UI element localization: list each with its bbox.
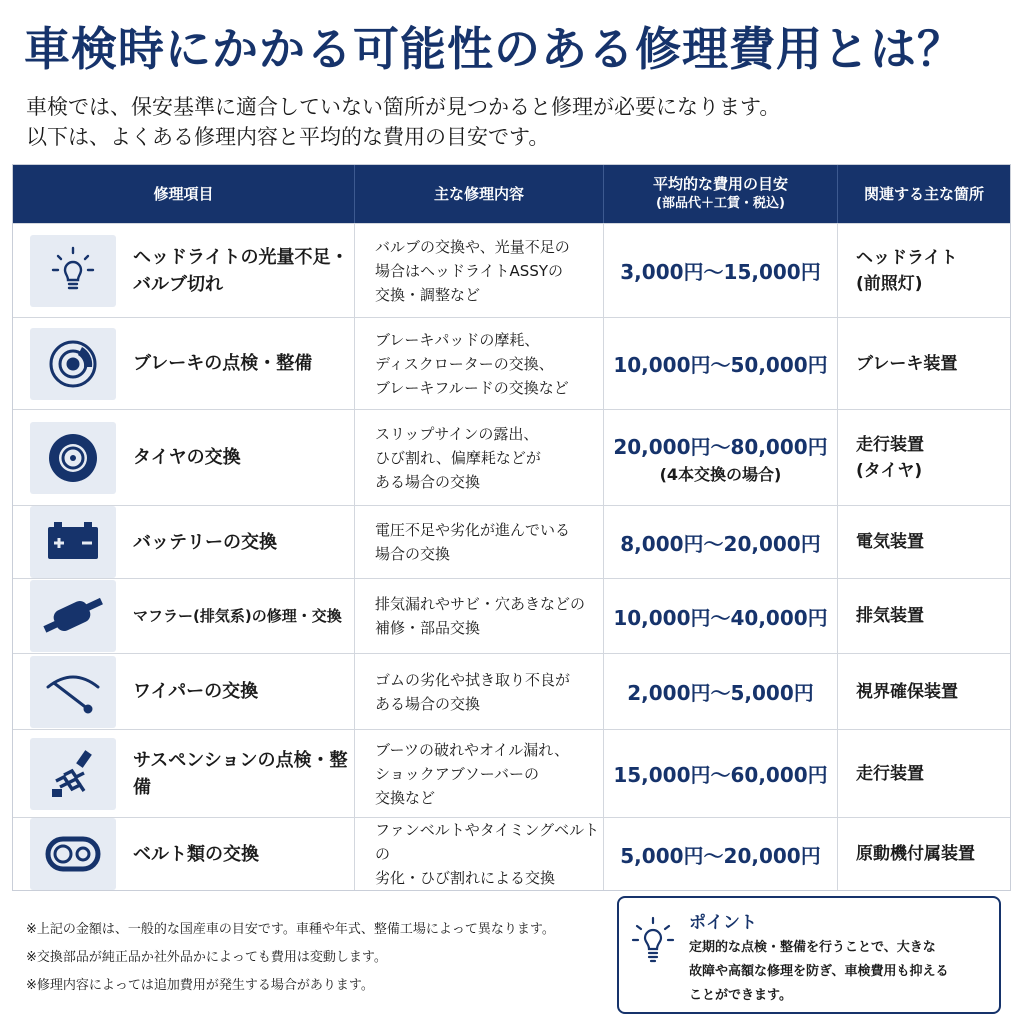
icon-box xyxy=(30,580,116,652)
icon-box xyxy=(30,422,116,494)
repair-item xyxy=(133,318,353,409)
header-area xyxy=(837,165,1010,223)
repair-item-label: ベルト類の交換 xyxy=(133,843,259,865)
repair-content xyxy=(354,730,603,817)
point-box xyxy=(617,896,1001,1014)
cost-range: 3,000円～15,000円 xyxy=(620,260,821,284)
tire-icon xyxy=(42,431,104,485)
table-row xyxy=(13,729,1010,817)
repair-cost xyxy=(603,410,837,505)
cost-note: (4本交換の場合) xyxy=(659,464,782,484)
repair-item xyxy=(133,818,353,890)
related-area-label: 視界確保装置 xyxy=(856,681,958,702)
repair-item-label: サスペンションの点検・整備 xyxy=(133,749,348,798)
cost-range: 15,000円～60,000円 xyxy=(613,763,828,787)
cost-range: 10,000円～40,000円 xyxy=(613,605,828,630)
header-area-label: 関連する主な箇所 xyxy=(863,185,984,203)
lightbulb-icon xyxy=(631,914,675,966)
intro-line-2: 以下は、よくある修理内容と平均的な費用の目安です。 xyxy=(26,125,550,149)
icon-box xyxy=(30,328,116,400)
table-row xyxy=(13,409,1010,505)
repair-item-label: バッテリーの交換 xyxy=(133,531,277,553)
repair-content xyxy=(354,654,603,729)
header-content xyxy=(354,165,603,223)
cost-range: 8,000円～20,000円 xyxy=(620,531,821,556)
page-title: 車検時にかかる可能性のある修理費用とは？ xyxy=(24,22,964,76)
related-area xyxy=(837,654,1010,729)
related-area xyxy=(837,818,1010,890)
table-row xyxy=(13,223,1010,317)
header-cost xyxy=(603,165,837,223)
footnotes xyxy=(26,916,616,1000)
footnote: ※修理内容によっては追加費用が発生する場合があります。 xyxy=(26,978,374,993)
related-area-label: 電気装置 xyxy=(856,532,924,552)
row-icon-cell xyxy=(13,579,133,653)
table-row xyxy=(13,653,1010,729)
repair-content-text: ゴムの劣化や拭き取り不良が ある場合の交換 xyxy=(375,670,571,713)
row-icon-cell xyxy=(13,730,133,817)
related-area xyxy=(837,579,1010,653)
icon-box xyxy=(30,738,116,810)
row-icon-cell xyxy=(13,506,133,578)
repair-cost xyxy=(603,318,837,409)
cost-range: 2,000円～5,000円 xyxy=(627,681,814,705)
repair-item-label: ブレーキの点検・整備 xyxy=(133,353,313,374)
repair-item-label: マフラー(排気系)の修理・交換 xyxy=(133,606,342,625)
icon-box xyxy=(30,506,116,578)
repair-item-label: タイヤの交換 xyxy=(133,447,241,468)
table-row xyxy=(13,578,1010,653)
repair-item-label: ワイパーの交換 xyxy=(133,681,259,702)
intro-line-1: 車検では、保安基準に適合していない箇所が見つかると修理が必要になります。 xyxy=(26,95,781,119)
brake-disc-icon xyxy=(42,337,104,391)
repair-item-label: ヘッドライトの光量不足・ バルブ切れ xyxy=(133,246,349,295)
related-area xyxy=(837,506,1010,578)
repair-content xyxy=(354,818,603,890)
point-text: 定期的な点検・整備を行うことで、大きな 故障や高額な修理を防ぎ、車検費用も抑える ことができます。 xyxy=(689,940,949,1003)
related-area-label: 原動機付属装置 xyxy=(856,844,975,864)
muffler-icon xyxy=(42,589,104,643)
wiper-icon xyxy=(42,665,104,719)
row-icon-cell xyxy=(13,318,133,409)
repair-cost xyxy=(603,224,837,317)
belt-icon xyxy=(42,827,104,881)
row-icon-cell xyxy=(13,410,133,505)
repair-content-text: バルブの交換や、光量不足の 場合はヘッドライトASSYの 交換・調整など xyxy=(375,237,570,304)
header-content-label: 主な修理内容 xyxy=(433,185,524,203)
cost-range: 20,000円～80,000円 xyxy=(613,434,828,459)
repair-content-text: スリップサインの露出、 ひび割れ、偏摩耗などが ある場合の交換 xyxy=(375,424,541,491)
row-icon-cell xyxy=(13,818,133,890)
repair-item xyxy=(133,224,353,317)
intro-text xyxy=(26,92,1006,152)
repair-content xyxy=(354,579,603,653)
related-area xyxy=(837,318,1010,409)
repair-content-text: ブレーキパッドの摩耗、 ディスクローターの交換、 ブレーキフルードの交換など xyxy=(375,330,569,397)
footnote: ※上記の金額は、一般的な国産車の目安です。車種や年式、整備工場によって異なります。 xyxy=(26,922,555,937)
repair-item xyxy=(133,654,353,729)
icon-box xyxy=(30,656,116,728)
repair-item xyxy=(133,579,353,653)
suspension-icon xyxy=(42,747,104,801)
repair-content xyxy=(354,506,603,578)
related-area xyxy=(837,410,1010,505)
footnote: ※交換部品が純正品か社外品かによっても費用は変動します。 xyxy=(26,950,387,965)
battery-icon xyxy=(42,515,104,569)
related-area xyxy=(837,224,1010,317)
point-title: ポイント xyxy=(689,913,757,933)
repair-content xyxy=(354,224,603,317)
header-cost-label: 平均的な費用の目安 xyxy=(652,175,788,193)
cost-range: 10,000円～50,000円 xyxy=(613,353,828,377)
header-item-label: 修理項目 xyxy=(153,185,214,203)
repair-cost xyxy=(603,654,837,729)
related-area-label: ヘッドライト (前照灯) xyxy=(856,247,958,294)
repair-cost-table xyxy=(12,164,1011,891)
repair-cost xyxy=(603,579,837,653)
repair-cost xyxy=(603,818,837,890)
repair-content xyxy=(354,410,603,505)
table-header xyxy=(13,165,1010,223)
row-icon-cell xyxy=(13,654,133,729)
table-row xyxy=(13,317,1010,409)
repair-item xyxy=(133,410,353,505)
repair-content-text: ファンベルトやタイミングベルトの 劣化・ひび割れによる交換 xyxy=(375,821,600,887)
repair-content-text: 排気漏れやサビ・穴あきなどの 補修・部品交換 xyxy=(375,595,586,637)
repair-cost xyxy=(603,730,837,817)
repair-content-text: 電圧不足や劣化が進んでいる 場合の交換 xyxy=(375,521,571,563)
related-area xyxy=(837,730,1010,817)
cost-range: 5,000円～20,000円 xyxy=(620,843,821,868)
repair-item xyxy=(133,730,353,817)
related-area-label: 排気装置 xyxy=(856,606,924,626)
repair-item xyxy=(133,506,353,578)
repair-content-text: ブーツの破れやオイル漏れ、 ショックアブソーバーの 交換など xyxy=(375,740,570,807)
row-icon-cell xyxy=(13,224,133,317)
table-row xyxy=(13,817,1010,890)
header-item xyxy=(13,165,354,223)
icon-box xyxy=(30,235,116,307)
related-area-label: ブレーキ装置 xyxy=(856,353,958,374)
lightbulb-icon xyxy=(42,244,104,298)
related-area-label: 走行装置 xyxy=(856,763,924,784)
header-cost-sub: (部品代＋工賃・税込) xyxy=(656,196,785,211)
repair-cost xyxy=(603,506,837,578)
repair-content xyxy=(354,318,603,409)
table-row xyxy=(13,505,1010,578)
icon-box xyxy=(30,818,116,890)
related-area-label: 走行装置 (タイヤ) xyxy=(856,434,924,481)
